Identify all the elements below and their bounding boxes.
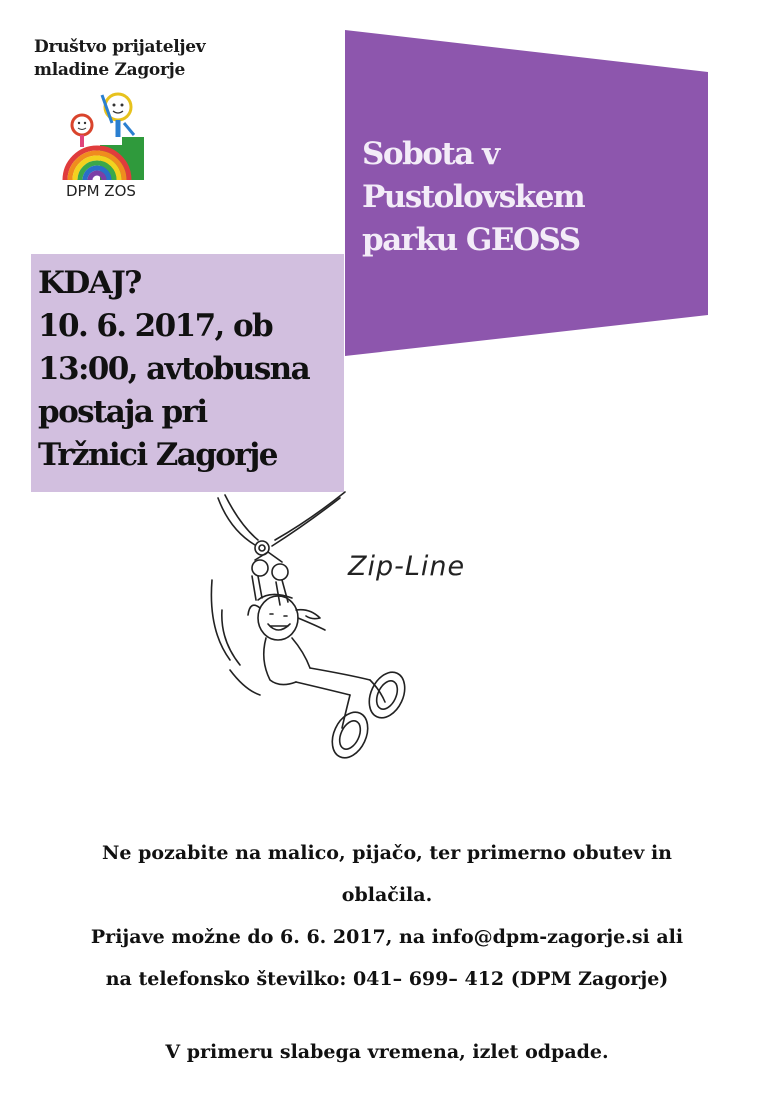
zipline-caption: Zip-Line — [348, 551, 466, 582]
event-title — [362, 133, 682, 262]
when-line-5: Tržnici Zagorje — [38, 437, 277, 473]
zipline-illustration — [200, 490, 540, 780]
when-heading: KDAJ? — [38, 265, 141, 301]
when-line-3: 13:00, avtobusna — [38, 351, 310, 387]
organization-name-line-2: mladine Zagorje — [34, 60, 185, 80]
info-line-1: Ne pozabite na malico, pijačo, ter primerno obutev in — [102, 842, 672, 864]
logo-label: DPM ZOS — [66, 182, 136, 200]
organization-name-line-1: Društvo prijateljev — [34, 37, 206, 57]
info-line-2: oblačila. — [341, 884, 433, 906]
info-section — [0, 832, 774, 1000]
when-details — [38, 262, 348, 477]
when-line-4: postaja pri — [38, 394, 207, 430]
when-line-2: 10. 6. 2017, ob — [38, 308, 273, 344]
event-title-line-2: Pustolovskem — [362, 179, 585, 215]
weather-note: V primeru slabega vremena, izlet odpade. — [165, 1041, 609, 1063]
info-line-3: Prijave možne do 6. 6. 2017, na info@dpm-zagorje.si ali — [90, 926, 684, 948]
organization-name — [34, 36, 254, 82]
info-line-4: na telefonsko številko: 041– 699– 412 (DPM Zagorje) — [105, 968, 669, 990]
event-title-line-1: Sobota v — [362, 136, 499, 172]
event-title-line-3: parku GEOSS — [362, 222, 580, 258]
